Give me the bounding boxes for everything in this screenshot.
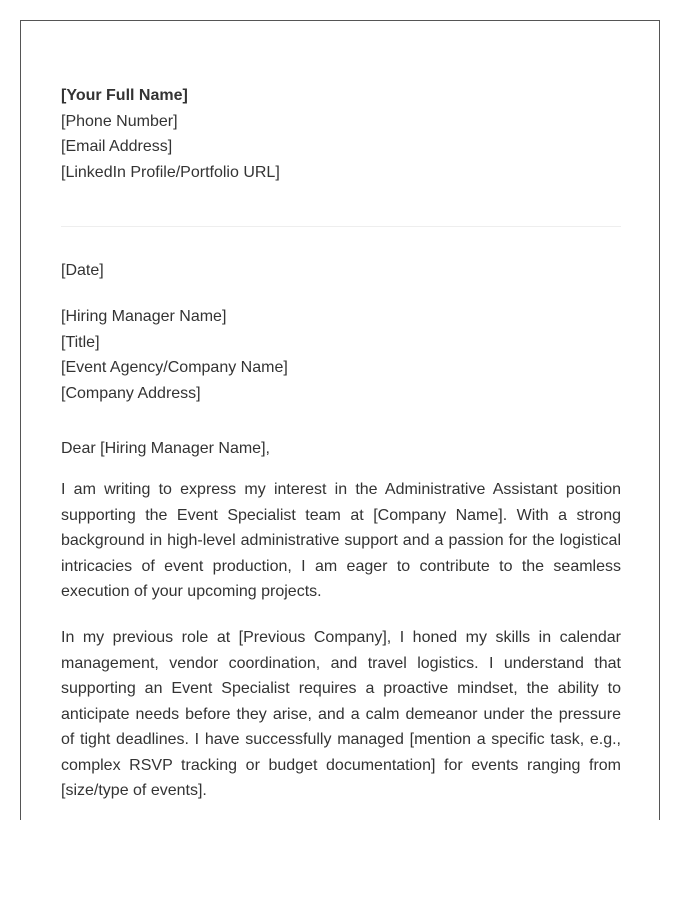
body-paragraph-2: In my previous role at [Previous Company], I honed my skills in calendar management, vendor coordination, and travel logistics. I understand that supporting an Event Specialist requires a proactive mindset, the ability to anticipate needs before they arise, and a calm demeanor under the pressure of tight deadlines. I have successfully managed [mention a specific task, e.g., complex RSVP tracking or budget documentation] for events ranging from [size/type of events].	[61, 628, 621, 800]
body-paragraph-1: I am writing to express my interest in the Administrative Assistant position supporting the Event Specialist team at [Company Name]. With a strong background in high-level administrative support and a passion for the logistical intricacies of event production, I am eager to contribute to the seamless execution of your upcoming projects.	[61, 480, 621, 601]
recipient-address: [Company Address]	[61, 384, 201, 402]
recipient-block	[61, 304, 621, 406]
sender-phone: [Phone Number]	[61, 112, 178, 130]
letter-page	[20, 20, 660, 820]
sender-linkedin: [LinkedIn Profile/Portfolio URL]	[61, 163, 280, 181]
divider	[61, 226, 621, 227]
sender-block	[61, 83, 621, 185]
letter-date: [Date]	[61, 262, 104, 280]
salutation: Dear [Hiring Manager Name],	[61, 440, 270, 458]
sender-name: [Your Full Name]	[61, 87, 188, 104]
letter-content	[61, 83, 621, 804]
recipient-name: [Hiring Manager Name]	[61, 307, 227, 325]
recipient-title: [Title]	[61, 333, 100, 351]
recipient-company: [Event Agency/Company Name]	[61, 359, 288, 377]
sender-email: [Email Address]	[61, 138, 173, 156]
